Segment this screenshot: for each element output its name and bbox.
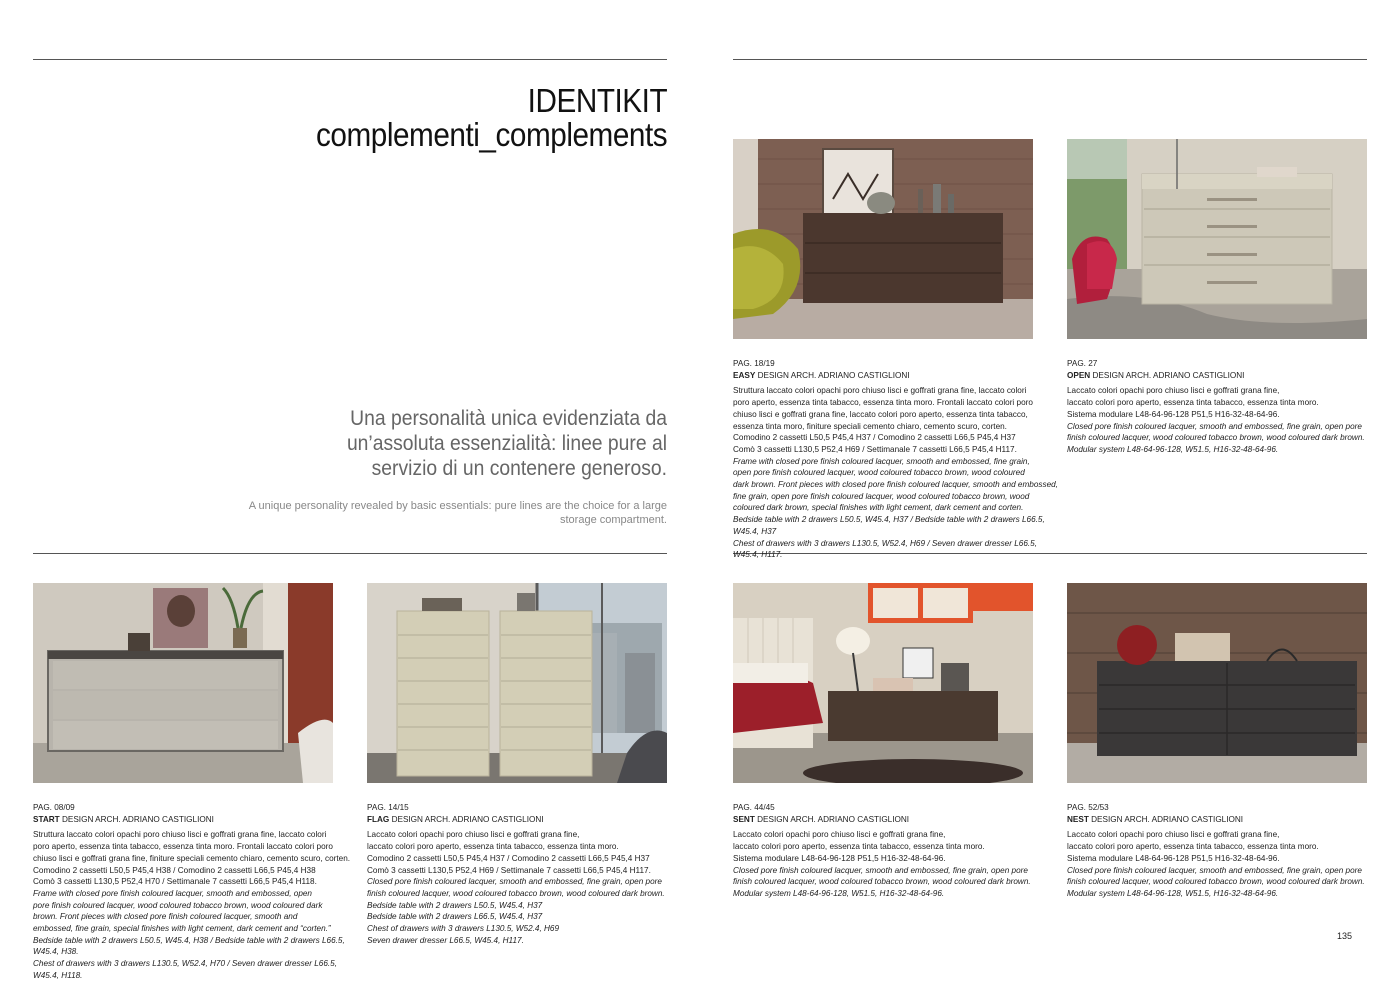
- photo-nest: [1067, 583, 1367, 783]
- product-designer: DESIGN ARCH. ADRIANO CASTIGLIONI: [754, 814, 910, 824]
- photo-open: [1067, 139, 1367, 339]
- description-english: Closed pore finish coloured lacquer, smooth and embossed, fine grain, open pore finish coloured lacquer, wood coloured tobacco brown, wood coloured dark brown. Modular system L48-64-96-128, W51.5, H16-32-48-64-96.: [1067, 865, 1365, 898]
- caption-easy: [733, 358, 1063, 561]
- description-italian: Laccato colori opachi poro chiuso lisci e goffrati grana fine, laccato colori poro aperto, essenza tinta tabacco, essenza tinta moro. Sistema modulare L48-64-96-128 P51,5 H16-32-48-64-96.: [1067, 830, 1319, 863]
- caption-page-ref: PAG. 08/09: [33, 803, 75, 812]
- intro-italian: Una personalità unica evidenziata da un’assoluta essenzialità: linee pure al servizio di un contenere generoso.: [346, 407, 667, 480]
- title-line-1: IDENTIKIT: [527, 82, 667, 119]
- title-line-2: complementi_complements: [315, 116, 667, 153]
- page-title: [277, 84, 667, 152]
- top-rule-left: [33, 59, 667, 60]
- product-name: NEST: [1067, 814, 1089, 824]
- description-italian: Laccato colori opachi poro chiuso lisci e goffrati grana fine, laccato colori poro aperto, essenza tinta tabacco, essenza tinta moro. Sistema modulare L48-64-96-128 P51,5 H16-32-48-64-96.: [733, 830, 985, 863]
- product-designer: DESIGN ARCH. ADRIANO CASTIGLIONI: [1088, 814, 1244, 824]
- description-english: Frame with closed pore finish coloured lacquer, smooth and embossed, open pore finish coloured lacquer, wood coloured tobacco brown, wood coloured dark brown. Front pieces with closed pore finish coloured lacquer, smooth and embossed, fine grain, special finishes with light cement, dark cement and “corten.” Bedside table with 2 drawers L50.5, W45.4, H38 / Bedside table with 2 drawers L66.5, W45.4, H38. Chest of drawers with 3 drawers L130.5, W52.4, H70 / Seven drawer dresser L66.5, W45.4, H118.: [33, 888, 345, 980]
- product-name: SENT: [733, 814, 755, 824]
- product-designer: DESIGN ARCH. ADRIANO CASTIGLIONI: [755, 370, 910, 380]
- caption-page-ref: PAG. 52/53: [1067, 803, 1109, 812]
- caption-start: [33, 802, 363, 982]
- description-english: Frame with closed pore finish coloured lacquer, smooth and embossed, fine grain, open pore finish coloured lacquer, wood coloured tobacco brown, wood coloured dark brown. Front pieces with closed pore finish coloured lacquer, smooth and embossed, fine grain, open pore finish coloured lacquer, wood coloured tobacco brown, wood coloured dark brown, special finishes with light cement, dark cement and corten. Bedside table with 2 drawers L50.5, W45.4, H37 / Bedside table with 2 drawers L66.5, W45.4, H37 Chest of drawers with 3 drawers L130.5, W52.4, H69 / Seven drawer dresser L66.5, W45.4, H117.: [733, 456, 1058, 560]
- product-name: EASY: [733, 370, 756, 380]
- caption-nest: [1067, 802, 1387, 900]
- description-english: Closed pore finish coloured lacquer, smooth and embossed, fine grain, open pore finish coloured lacquer, wood coloured tobacco brown, wood coloured dark brown. Modular system L48-64-96-128, W51.5, H16-32-48-64-96.: [1067, 421, 1365, 454]
- photo-flag: [367, 583, 667, 783]
- photo-easy: [733, 139, 1033, 339]
- caption-page-ref: PAG. 14/15: [367, 803, 409, 812]
- caption-page-ref: PAG. 27: [1067, 359, 1098, 368]
- photo-start: [33, 583, 333, 783]
- middle-rule-left: [33, 553, 667, 554]
- description-english: Closed pore finish coloured lacquer, smooth and embossed, fine grain, open pore finish coloured lacquer, wood coloured tobacco brown, wood coloured dark brown. Modular system L48-64-96-128, W51.5, H16-32-48-64-96.: [733, 865, 1031, 898]
- page-number: 135: [1337, 931, 1353, 941]
- description-italian: Laccato colori opachi poro chiuso lisci e goffrati grana fine, laccato colori poro aperto, essenza tinta tabacco, essenza tinta moro. Sistema modulare L48-64-96-128 P51,5 H16-32-48-64-96.: [1067, 386, 1319, 419]
- photo-sent: [733, 583, 1033, 783]
- product-name: START: [33, 814, 60, 824]
- caption-page-ref: PAG. 18/19: [733, 359, 775, 368]
- description-english: Closed pore finish coloured lacquer, smooth and embossed, fine grain, open pore finish coloured lacquer, wood coloured tobacco brown, wood coloured dark brown. Bedside table with 2 drawers L50.5, W45.4, H37 Bedside table with 2 drawers L66.5, W45.4, H37 Chest of drawers with 3 drawers L130.5, W52.4, H69 Seven drawer dresser L66.5, W45.4, H117.: [367, 877, 665, 945]
- caption-page-ref: PAG. 44/45: [733, 803, 775, 812]
- product-name: OPEN: [1067, 370, 1091, 380]
- top-rule-right: [733, 59, 1367, 60]
- intro-english: A unique personality revealed by basic essentials: pure lines are the choice for a large storage compartment.: [248, 500, 667, 526]
- description-italian: Struttura laccato colori opachi poro chiuso lisci e goffrati grana fine, laccato colori poro aperto, essenza tinta tabacco, essenza tinta moro. Frontali laccato colori poro chiuso lisci e goffrati grana fine, laccato colori poro aperto, essenza tinta tabacco, essenza tinta moro, finiture speciali cemento chiaro, cemento scuro, corten. Comodino 2 cassetti L50,5 P45,4 H37 / Comodino 2 cassetti L66,5 P45,4 H37 Comò 3 cassetti L130,5 P52,4 H69 / Settimanale 7 cassetti L66,5 P45,4 H117.: [733, 386, 1033, 454]
- intro-block: [247, 406, 667, 527]
- caption-open: [1067, 358, 1387, 456]
- description-italian: Struttura laccato colori opachi poro chiuso lisci e goffrati grana fine, laccato colori poro aperto, essenza tinta tabacco, essenza tinta moro. Frontali laccato colori poro chiuso lisci e goffrati grana fine, finiture speciali cemento chiaro, cemento scuro, corten. Comodino 2 cassetti L50,5 P45,4 H38 / Comodino 2 cassetti L66,5 P45,4 H38 Comò 3 cassetti L130,5 P52,4 H70 / Settimanale 7 cassetti L66,5 P45,4 H118.: [33, 830, 351, 887]
- caption-flag: [367, 802, 687, 946]
- product-name: FLAG: [367, 814, 390, 824]
- product-designer: DESIGN ARCH. ADRIANO CASTIGLIONI: [1090, 370, 1245, 380]
- description-italian: Laccato colori opachi poro chiuso lisci e goffrati grana fine, laccato colori poro aperto, essenza tinta tabacco, essenza tinta moro. Comodino 2 cassetti L50,5 P45,4 H37 / Comodino 2 cassetti L66,5 P45,4 H37 Comò 3 cassetti L130,5 P52,4 H69 / Settimanale 7 cassetti L66,5 P45,4 H117.: [367, 830, 651, 875]
- product-designer: DESIGN ARCH. ADRIANO CASTIGLIONI: [59, 814, 214, 824]
- product-designer: DESIGN ARCH. ADRIANO CASTIGLIONI: [389, 814, 544, 824]
- caption-sent: [733, 802, 1053, 900]
